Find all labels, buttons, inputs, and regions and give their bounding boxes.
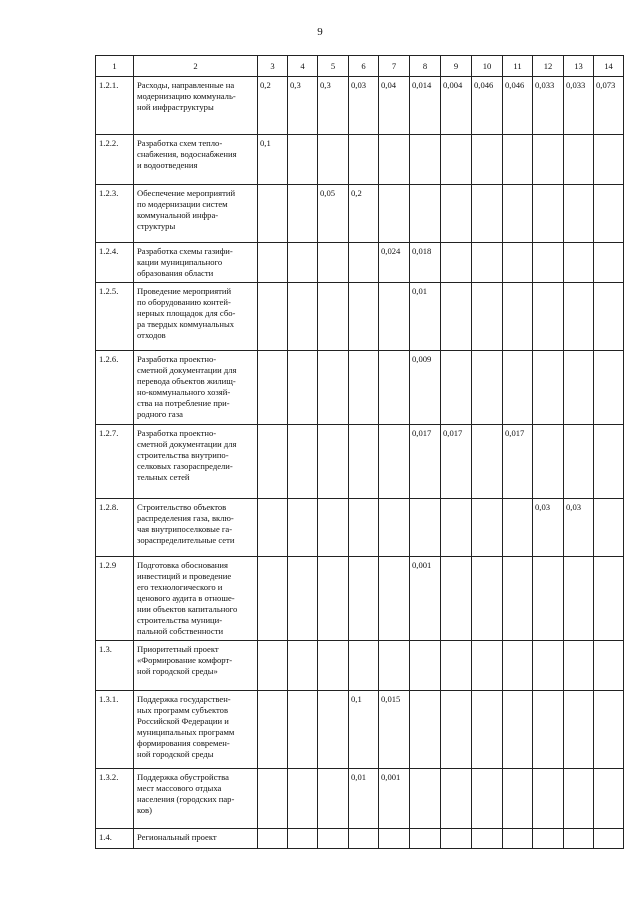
value-cell-col-9 xyxy=(441,499,472,557)
column-header-13: 13 xyxy=(564,56,594,77)
value-cell-col-5: 0,3 xyxy=(318,77,349,135)
description-line: тельных сетей xyxy=(137,472,190,482)
value-cell-col-3 xyxy=(258,557,288,641)
value-cell-col-13: 0,03 xyxy=(564,499,594,557)
value-cell-col-6 xyxy=(349,557,379,641)
value-cell-col-5 xyxy=(318,425,349,499)
value-cell-col-12 xyxy=(533,283,564,351)
value-cell-col-4 xyxy=(288,769,318,829)
value-cell-col-12 xyxy=(533,557,564,641)
value-cell-col-11 xyxy=(503,185,533,243)
value-cell-col-6 xyxy=(349,351,379,425)
column-header-6: 6 xyxy=(349,56,379,77)
value-cell-col-14 xyxy=(594,641,624,691)
value-cell-col-7 xyxy=(379,283,410,351)
row-number: 1.3.2. xyxy=(96,769,134,829)
value-cell-col-11 xyxy=(503,499,533,557)
value-cell-col-14 xyxy=(594,769,624,829)
value-cell-col-11 xyxy=(503,351,533,425)
value-cell-col-9 xyxy=(441,691,472,769)
value-cell-col-8 xyxy=(410,641,441,691)
value-cell-col-12 xyxy=(533,829,564,849)
description-line: строительства внутрипо- xyxy=(137,450,229,460)
description-line: Разработка схем тепло- xyxy=(137,138,223,148)
value-cell-col-4 xyxy=(288,641,318,691)
description-line: Разработка проектно- xyxy=(137,428,217,438)
column-header-4: 4 xyxy=(288,56,318,77)
value-cell-col-4 xyxy=(288,283,318,351)
row-number: 1.2.6. xyxy=(96,351,134,425)
value-cell-col-4 xyxy=(288,691,318,769)
value-cell-col-8 xyxy=(410,691,441,769)
description-line: образования области xyxy=(137,268,214,278)
value-cell-col-13 xyxy=(564,641,594,691)
value-cell-col-10 xyxy=(472,425,503,499)
value-cell-col-8 xyxy=(410,829,441,849)
value-cell-col-6 xyxy=(349,425,379,499)
value-cell-col-12: 0,033 xyxy=(533,77,564,135)
table-row xyxy=(96,135,624,185)
value-cell-col-11 xyxy=(503,135,533,185)
value-cell-col-12 xyxy=(533,769,564,829)
value-cell-col-7: 0,024 xyxy=(379,243,410,283)
value-cell-col-3 xyxy=(258,185,288,243)
value-cell-col-5 xyxy=(318,243,349,283)
table-row xyxy=(96,691,624,769)
value-cell-col-14 xyxy=(594,185,624,243)
row-description xyxy=(134,829,258,849)
value-cell-col-6 xyxy=(349,499,379,557)
value-cell-col-4 xyxy=(288,135,318,185)
description-line: сметной документации для xyxy=(137,439,237,449)
row-description xyxy=(134,283,258,351)
value-cell-col-8 xyxy=(410,769,441,829)
value-cell-col-4: 0,3 xyxy=(288,77,318,135)
column-header-14: 14 xyxy=(594,56,624,77)
value-cell-col-8: 0,018 xyxy=(410,243,441,283)
column-header-12: 12 xyxy=(533,56,564,77)
value-cell-col-5 xyxy=(318,691,349,769)
description-line: чая внутрипоселковые га- xyxy=(137,524,233,534)
description-line: отходов xyxy=(137,330,166,340)
description-line: Приоритетный проект xyxy=(137,644,219,654)
row-number: 1.2.2. xyxy=(96,135,134,185)
value-cell-col-14 xyxy=(594,243,624,283)
row-number: 1.2.5. xyxy=(96,283,134,351)
value-cell-col-7 xyxy=(379,135,410,185)
table-row xyxy=(96,283,624,351)
value-cell-col-3 xyxy=(258,351,288,425)
value-cell-col-14: 0,073 xyxy=(594,77,624,135)
description-line: Разработка схемы газифи- xyxy=(137,246,233,256)
value-cell-col-13: 0,033 xyxy=(564,77,594,135)
value-cell-col-5 xyxy=(318,641,349,691)
description-line: по модернизации систем xyxy=(137,199,228,209)
value-cell-col-6: 0,2 xyxy=(349,185,379,243)
value-cell-col-9 xyxy=(441,557,472,641)
description-line: но-коммунального хозяй- xyxy=(137,387,231,397)
column-header-8: 8 xyxy=(410,56,441,77)
description-line: Проведение мероприятий xyxy=(137,286,232,296)
description-line: ной инфраструктуры xyxy=(137,102,214,112)
value-cell-col-4 xyxy=(288,557,318,641)
value-cell-col-6: 0,1 xyxy=(349,691,379,769)
table-row xyxy=(96,243,624,283)
row-number: 1.2.4. xyxy=(96,243,134,283)
value-cell-col-10 xyxy=(472,135,503,185)
row-description xyxy=(134,557,258,641)
value-cell-col-11 xyxy=(503,243,533,283)
value-cell-col-5 xyxy=(318,135,349,185)
description-line: ценового аудита в отноше- xyxy=(137,593,235,603)
table-row xyxy=(96,557,624,641)
value-cell-col-10 xyxy=(472,351,503,425)
value-cell-col-3 xyxy=(258,243,288,283)
table-row xyxy=(96,351,624,425)
value-cell-col-12 xyxy=(533,135,564,185)
description-line: его технологического и xyxy=(137,582,223,592)
value-cell-col-10 xyxy=(472,283,503,351)
table-row xyxy=(96,641,624,691)
value-cell-col-12 xyxy=(533,243,564,283)
value-cell-col-11 xyxy=(503,641,533,691)
description-line: Разработка проектно- xyxy=(137,354,217,364)
value-cell-col-3 xyxy=(258,641,288,691)
table-row xyxy=(96,769,624,829)
value-cell-col-10 xyxy=(472,185,503,243)
value-cell-col-6 xyxy=(349,283,379,351)
description-line: ной городской среды xyxy=(137,749,214,759)
value-cell-col-8 xyxy=(410,185,441,243)
row-description xyxy=(134,351,258,425)
value-cell-col-13 xyxy=(564,135,594,185)
value-cell-col-7: 0,04 xyxy=(379,77,410,135)
value-cell-col-13 xyxy=(564,691,594,769)
row-number: 1.2.9 xyxy=(96,557,134,641)
value-cell-col-3 xyxy=(258,829,288,849)
row-description xyxy=(134,641,258,691)
description-line: кации муниципального xyxy=(137,257,223,267)
value-cell-col-10 xyxy=(472,499,503,557)
description-line: Подготовка обоснования xyxy=(137,560,228,570)
value-cell-col-5 xyxy=(318,283,349,351)
value-cell-col-10 xyxy=(472,829,503,849)
value-cell-col-3 xyxy=(258,769,288,829)
value-cell-col-9 xyxy=(441,351,472,425)
value-cell-col-7 xyxy=(379,641,410,691)
value-cell-col-9 xyxy=(441,185,472,243)
column-header-1: 1 xyxy=(96,56,134,77)
row-description xyxy=(134,691,258,769)
description-line: мест массового отдыха xyxy=(137,783,222,793)
value-cell-col-14 xyxy=(594,135,624,185)
value-cell-col-7 xyxy=(379,425,410,499)
description-line: населения (городских пар- xyxy=(137,794,235,804)
description-line: пальной собственности xyxy=(137,626,224,636)
value-cell-col-10 xyxy=(472,243,503,283)
row-description xyxy=(134,77,258,135)
description-line: нии объектов капитального xyxy=(137,604,238,614)
value-cell-col-10 xyxy=(472,557,503,641)
value-cell-col-11 xyxy=(503,283,533,351)
value-cell-col-11 xyxy=(503,691,533,769)
table-row xyxy=(96,499,624,557)
description-line: Поддержка обустройства xyxy=(137,772,229,782)
description-line: ных программ субъектов xyxy=(137,705,229,715)
description-line: ра твердых коммунальных xyxy=(137,319,235,329)
value-cell-col-13 xyxy=(564,243,594,283)
value-cell-col-10 xyxy=(472,641,503,691)
value-cell-col-8 xyxy=(410,499,441,557)
value-cell-col-7 xyxy=(379,351,410,425)
value-cell-col-13 xyxy=(564,557,594,641)
value-cell-col-12 xyxy=(533,351,564,425)
description-line: сметной документации для xyxy=(137,365,237,375)
row-number: 1.3.1. xyxy=(96,691,134,769)
column-header-3: 3 xyxy=(258,56,288,77)
value-cell-col-7: 0,015 xyxy=(379,691,410,769)
row-description xyxy=(134,243,258,283)
value-cell-col-14 xyxy=(594,351,624,425)
value-cell-col-11 xyxy=(503,557,533,641)
value-cell-col-10 xyxy=(472,769,503,829)
table-row xyxy=(96,185,624,243)
column-header-11: 11 xyxy=(503,56,533,77)
column-header-row xyxy=(96,56,624,77)
value-cell-col-13 xyxy=(564,185,594,243)
value-cell-col-5 xyxy=(318,829,349,849)
value-cell-col-3: 0,2 xyxy=(258,77,288,135)
value-cell-col-12 xyxy=(533,425,564,499)
description-line: Обеспечение мероприятий xyxy=(137,188,236,198)
value-cell-col-5: 0,05 xyxy=(318,185,349,243)
value-cell-col-12: 0,03 xyxy=(533,499,564,557)
table-row xyxy=(96,77,624,135)
value-cell-col-12 xyxy=(533,691,564,769)
value-cell-col-8: 0,014 xyxy=(410,77,441,135)
column-header-2: 2 xyxy=(134,56,258,77)
value-cell-col-7 xyxy=(379,185,410,243)
column-header-10: 10 xyxy=(472,56,503,77)
value-cell-col-6: 0,03 xyxy=(349,77,379,135)
value-cell-col-11: 0,017 xyxy=(503,425,533,499)
description-line: и водоотведения xyxy=(137,160,198,170)
value-cell-col-3 xyxy=(258,425,288,499)
value-cell-col-13 xyxy=(564,283,594,351)
description-line: Строительство объектов xyxy=(137,502,227,512)
value-cell-col-4 xyxy=(288,499,318,557)
value-cell-col-3 xyxy=(258,283,288,351)
value-cell-col-14 xyxy=(594,691,624,769)
row-description xyxy=(134,499,258,557)
value-cell-col-12 xyxy=(533,185,564,243)
value-cell-col-12 xyxy=(533,641,564,691)
value-cell-col-11: 0,046 xyxy=(503,77,533,135)
value-cell-col-7: 0,001 xyxy=(379,769,410,829)
value-cell-col-11 xyxy=(503,769,533,829)
value-cell-col-9: 0,004 xyxy=(441,77,472,135)
description-line: селковых газораспредели- xyxy=(137,461,233,471)
value-cell-col-7 xyxy=(379,829,410,849)
value-cell-col-6 xyxy=(349,641,379,691)
description-line: по оборудованию контей- xyxy=(137,297,231,307)
value-cell-col-7 xyxy=(379,557,410,641)
description-line: формирования современ- xyxy=(137,738,230,748)
value-cell-col-9 xyxy=(441,243,472,283)
value-cell-col-8 xyxy=(410,135,441,185)
description-line: Расходы, направленные на xyxy=(137,80,235,90)
value-cell-col-9 xyxy=(441,135,472,185)
value-cell-col-4 xyxy=(288,243,318,283)
value-cell-col-13 xyxy=(564,769,594,829)
value-cell-col-14 xyxy=(594,499,624,557)
value-cell-col-5 xyxy=(318,557,349,641)
value-cell-col-11 xyxy=(503,829,533,849)
description-line: строительства муници- xyxy=(137,615,223,625)
value-cell-col-6: 0,01 xyxy=(349,769,379,829)
value-cell-col-9 xyxy=(441,283,472,351)
value-cell-col-4 xyxy=(288,351,318,425)
description-line: ков) xyxy=(137,805,152,815)
description-line: Российской Федерации и xyxy=(137,716,229,726)
value-cell-col-3: 0,1 xyxy=(258,135,288,185)
value-cell-col-10 xyxy=(472,691,503,769)
value-cell-col-14 xyxy=(594,425,624,499)
description-line: «Формирование комфорт- xyxy=(137,655,233,665)
value-cell-col-4 xyxy=(288,425,318,499)
description-line: нерных площадок для сбо- xyxy=(137,308,236,318)
value-cell-col-6 xyxy=(349,243,379,283)
row-description xyxy=(134,425,258,499)
value-cell-col-5 xyxy=(318,499,349,557)
value-cell-col-13 xyxy=(564,829,594,849)
description-line: снабжения, водоснабжения xyxy=(137,149,237,159)
value-cell-col-3 xyxy=(258,499,288,557)
row-number: 1.2.1. xyxy=(96,77,134,135)
description-line: родного газа xyxy=(137,409,183,419)
description-line: Поддержка государствен- xyxy=(137,694,231,704)
row-number: 1.4. xyxy=(96,829,134,849)
description-line: распределения газа, вклю- xyxy=(137,513,234,523)
row-description xyxy=(134,135,258,185)
row-number: 1.2.7. xyxy=(96,425,134,499)
value-cell-col-14 xyxy=(594,557,624,641)
value-cell-col-6 xyxy=(349,135,379,185)
table-row xyxy=(96,829,624,849)
description-line: ства на потребление при- xyxy=(137,398,230,408)
column-header-9: 9 xyxy=(441,56,472,77)
description-line: муниципальных программ xyxy=(137,727,235,737)
description-line: структуры xyxy=(137,221,176,231)
value-cell-col-9 xyxy=(441,769,472,829)
description-line: Региональный проект xyxy=(137,832,217,842)
value-cell-col-6 xyxy=(349,829,379,849)
value-cell-col-8: 0,01 xyxy=(410,283,441,351)
value-cell-col-5 xyxy=(318,351,349,425)
description-line: модернизацию коммуналь- xyxy=(137,91,236,101)
value-cell-col-9 xyxy=(441,641,472,691)
value-cell-col-3 xyxy=(258,691,288,769)
value-cell-col-4 xyxy=(288,185,318,243)
value-cell-col-8: 0,017 xyxy=(410,425,441,499)
data-table xyxy=(95,55,624,849)
value-cell-col-14 xyxy=(594,283,624,351)
value-cell-col-9: 0,017 xyxy=(441,425,472,499)
column-header-7: 7 xyxy=(379,56,410,77)
table-row xyxy=(96,425,624,499)
row-description xyxy=(134,185,258,243)
row-number: 1.3. xyxy=(96,641,134,691)
description-line: перевода объектов жилищ- xyxy=(137,376,236,386)
column-header-5: 5 xyxy=(318,56,349,77)
value-cell-col-14 xyxy=(594,829,624,849)
page-number: 9 xyxy=(317,26,323,38)
value-cell-col-9 xyxy=(441,829,472,849)
value-cell-col-10: 0,046 xyxy=(472,77,503,135)
value-cell-col-7 xyxy=(379,499,410,557)
value-cell-col-4 xyxy=(288,829,318,849)
row-number: 1.2.8. xyxy=(96,499,134,557)
row-description xyxy=(134,769,258,829)
description-line: инвестиций и проведение xyxy=(137,571,232,581)
description-line: коммунальной инфра- xyxy=(137,210,219,220)
value-cell-col-8: 0,009 xyxy=(410,351,441,425)
value-cell-col-13 xyxy=(564,351,594,425)
value-cell-col-8: 0,001 xyxy=(410,557,441,641)
description-line: зораспределительные сети xyxy=(137,535,235,545)
value-cell-col-13 xyxy=(564,425,594,499)
table-body xyxy=(96,56,624,849)
value-cell-col-5 xyxy=(318,769,349,829)
description-line: ной городской среды» xyxy=(137,666,218,676)
row-number: 1.2.3. xyxy=(96,185,134,243)
